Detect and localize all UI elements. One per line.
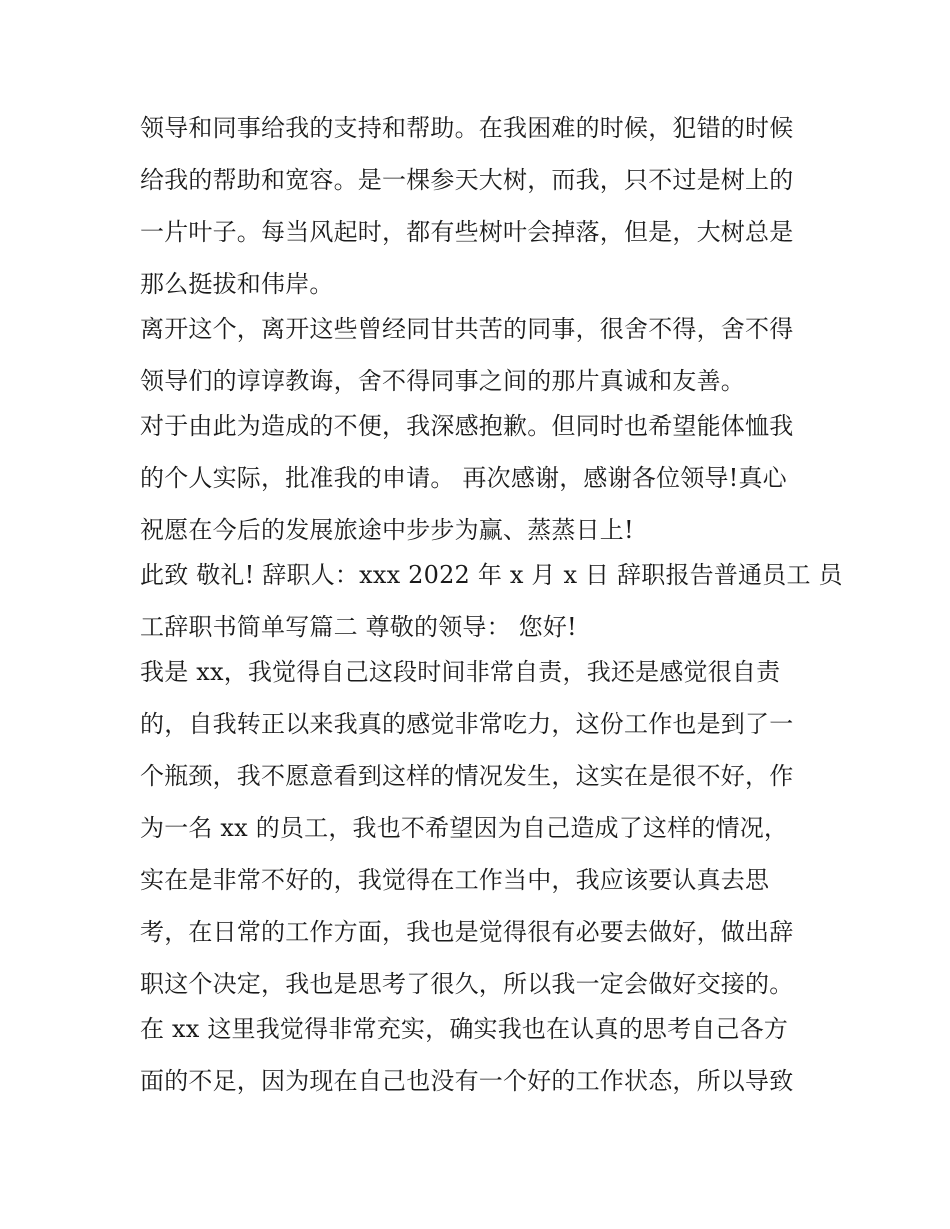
text-line: 领导们的谆谆教诲，舍不得同事之间的那片真诚和友善。 <box>140 367 745 395</box>
text-line: 的个人实际，批准我的申请。 再次感谢，感谢各位领导!真心 <box>140 464 787 492</box>
text-line: 工辞职书简单写篇二 尊敬的领导： 您好! <box>140 613 577 641</box>
text-line: 职这个决定，我也是思考了很久，所以我一定会做好交接的。 <box>140 970 794 998</box>
text-line: 对于由此为造成的不便，我深感抱歉。但同时也希望能体恤我 <box>140 412 794 440</box>
text-line: 为一名 xx 的员工，我也不希望因为自己造成了这样的情况， <box>140 814 789 842</box>
text-line: 我是 xx，我觉得自己这段时间非常自责，我还是感觉很自责 <box>140 658 781 686</box>
text-line: 领导和同事给我的支持和帮助。在我困难的时候，犯错的时候 <box>140 114 794 142</box>
text-line: 个瓶颈，我不愿意看到这样的情况发生，这实在是很不好，作 <box>140 762 794 790</box>
text-line: 实在是非常不好的，我觉得在工作当中，我应该要认真去思 <box>140 866 770 894</box>
text-line: 离开这个，离开这些曾经同甘共苦的同事，很舍不得，舍不得 <box>140 315 794 343</box>
text-line: 考，在日常的工作方面，我也是觉得很有必要去做好，做出辞 <box>140 918 794 946</box>
text-line: 面的不足，因为现在自己也没有一个好的工作状态，所以导致 <box>140 1067 794 1095</box>
text-line: 祝愿在今后的发展旅途中步步为赢、蒸蒸日上! <box>140 516 634 544</box>
text-line: 那么挺拔和伟岸。 <box>140 270 334 298</box>
text-line: 给我的帮助和宽容。是一棵参天大树，而我，只不过是树上的 <box>140 166 794 194</box>
text-line: 在 xx 这里我觉得非常充实，确实我也在认真的思考自己各方 <box>140 1015 789 1043</box>
text-line: 的，自我转正以来我真的感觉非常吃力，这份工作也是到了一 <box>140 710 794 738</box>
text-line: 一片叶子。每当风起时，都有些树叶会掉落，但是，大树总是 <box>140 218 794 246</box>
text-line: 此致 敬礼! 辞职人：xxx 2022 年 x 月 x 日 辞职报告普通员工 员 <box>140 561 843 589</box>
document-body <box>140 110 843 1115</box>
